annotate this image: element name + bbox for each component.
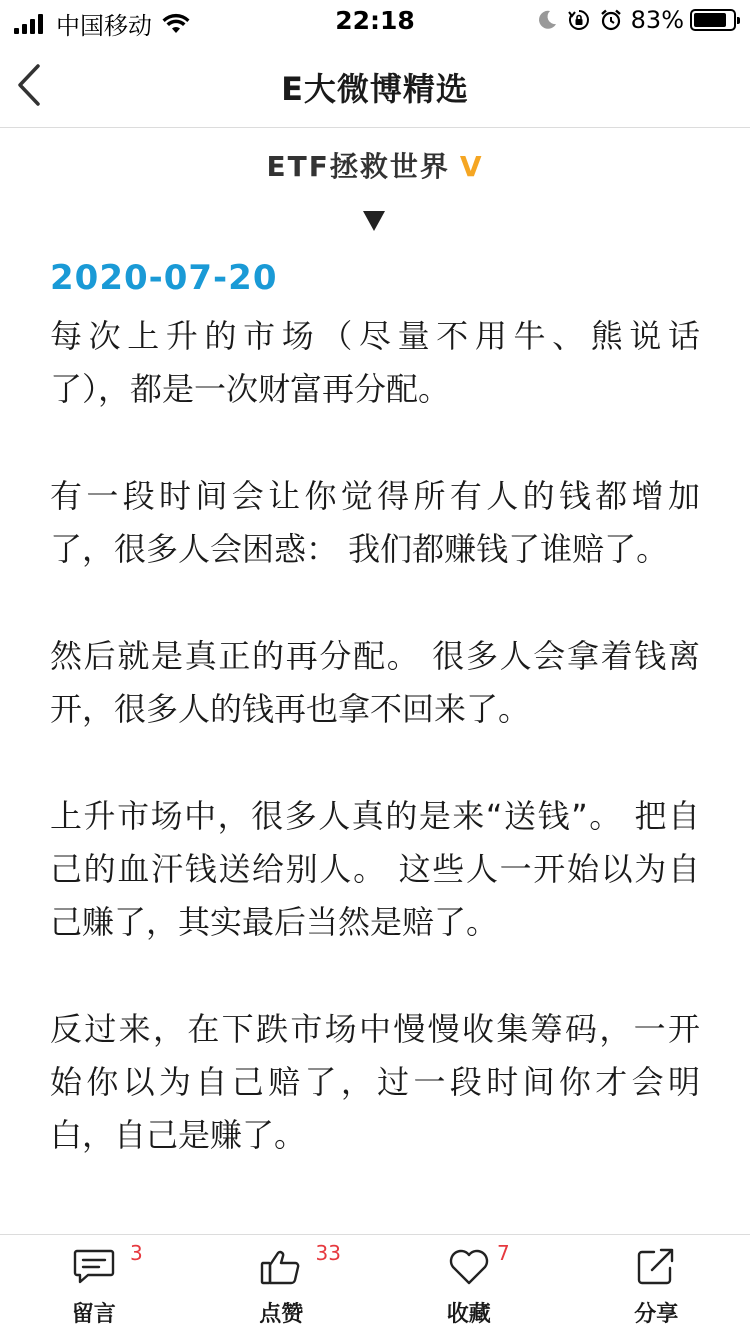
post-date: 2020-07-20 bbox=[50, 258, 278, 298]
battery-icon bbox=[690, 9, 736, 31]
text-line: 始你以为自己赔了，过一段时间你才会明 bbox=[50, 1063, 700, 1101]
text-line: 上升市场中，很多人真的是来“送钱”。 把自 bbox=[50, 797, 700, 835]
post-paragraph bbox=[50, 470, 700, 576]
carrier-name: 中国移动 bbox=[56, 12, 152, 40]
favorite-label: 收藏 bbox=[446, 1302, 491, 1327]
comment-label: 留言 bbox=[71, 1302, 116, 1327]
author-name[interactable]: ETF拯救世界 bbox=[266, 150, 450, 183]
text-line: 己赚了，其实最后当然是赔了。 bbox=[50, 903, 499, 941]
text-line: 己的血汗钱送给别人。 这些人一开始以为自 bbox=[50, 850, 700, 888]
battery-percent: 83% bbox=[630, 6, 684, 34]
comment-count: 3 bbox=[130, 1241, 143, 1265]
battery-fill bbox=[694, 13, 726, 27]
heart-icon bbox=[447, 1247, 491, 1287]
text-line: 然后就是真正的再分配。 很多人会拿着钱离 bbox=[50, 637, 700, 675]
comment-button[interactable] bbox=[0, 1235, 188, 1334]
text-line: 每次上升的市场（尽量不用牛、熊说话 bbox=[50, 317, 700, 355]
text-line: 白，自己是赚了。 bbox=[50, 1116, 307, 1154]
share-button[interactable] bbox=[563, 1235, 750, 1334]
triangle-down-icon[interactable] bbox=[362, 210, 386, 232]
status-right bbox=[535, 6, 736, 34]
text-line: 反过来，在下跌市场中慢慢收集筹码，一开 bbox=[50, 1010, 700, 1048]
verified-badge: V bbox=[459, 150, 484, 183]
status-bar bbox=[0, 0, 750, 40]
post-paragraph bbox=[50, 630, 700, 736]
post-paragraph bbox=[50, 1003, 700, 1162]
like-button[interactable] bbox=[188, 1235, 376, 1334]
status-time: 22:18 bbox=[335, 6, 415, 35]
like-label: 点赞 bbox=[259, 1302, 304, 1327]
post-body bbox=[50, 310, 700, 1216]
post-paragraph bbox=[50, 310, 700, 416]
text-line: 了），都是一次财富再分配。 bbox=[50, 370, 451, 408]
share-label: 分享 bbox=[634, 1302, 679, 1327]
favorite-button[interactable] bbox=[375, 1235, 563, 1334]
bottom-action-bar bbox=[0, 1234, 750, 1334]
like-count: 33 bbox=[315, 1241, 341, 1265]
author-row[interactable] bbox=[0, 145, 750, 185]
moon-icon bbox=[535, 8, 559, 32]
share-icon bbox=[634, 1247, 678, 1287]
thumbs-up-icon bbox=[259, 1247, 303, 1287]
page-title: E大微博精选 bbox=[281, 70, 469, 108]
post-paragraph bbox=[50, 790, 700, 949]
alarm-icon bbox=[599, 8, 623, 32]
nav-bar bbox=[0, 40, 750, 128]
rotation-lock-icon bbox=[567, 8, 591, 32]
text-line: 开，很多人的钱再也拿不回来了。 bbox=[50, 690, 531, 728]
favorite-count: 7 bbox=[497, 1241, 510, 1265]
text-line: 了，很多人会困惑： 我们都赚钱了谁赔了。 bbox=[50, 530, 669, 568]
text-line: 有一段时间会让你觉得所有人的钱都增加 bbox=[50, 477, 700, 515]
comment-icon bbox=[72, 1247, 116, 1287]
